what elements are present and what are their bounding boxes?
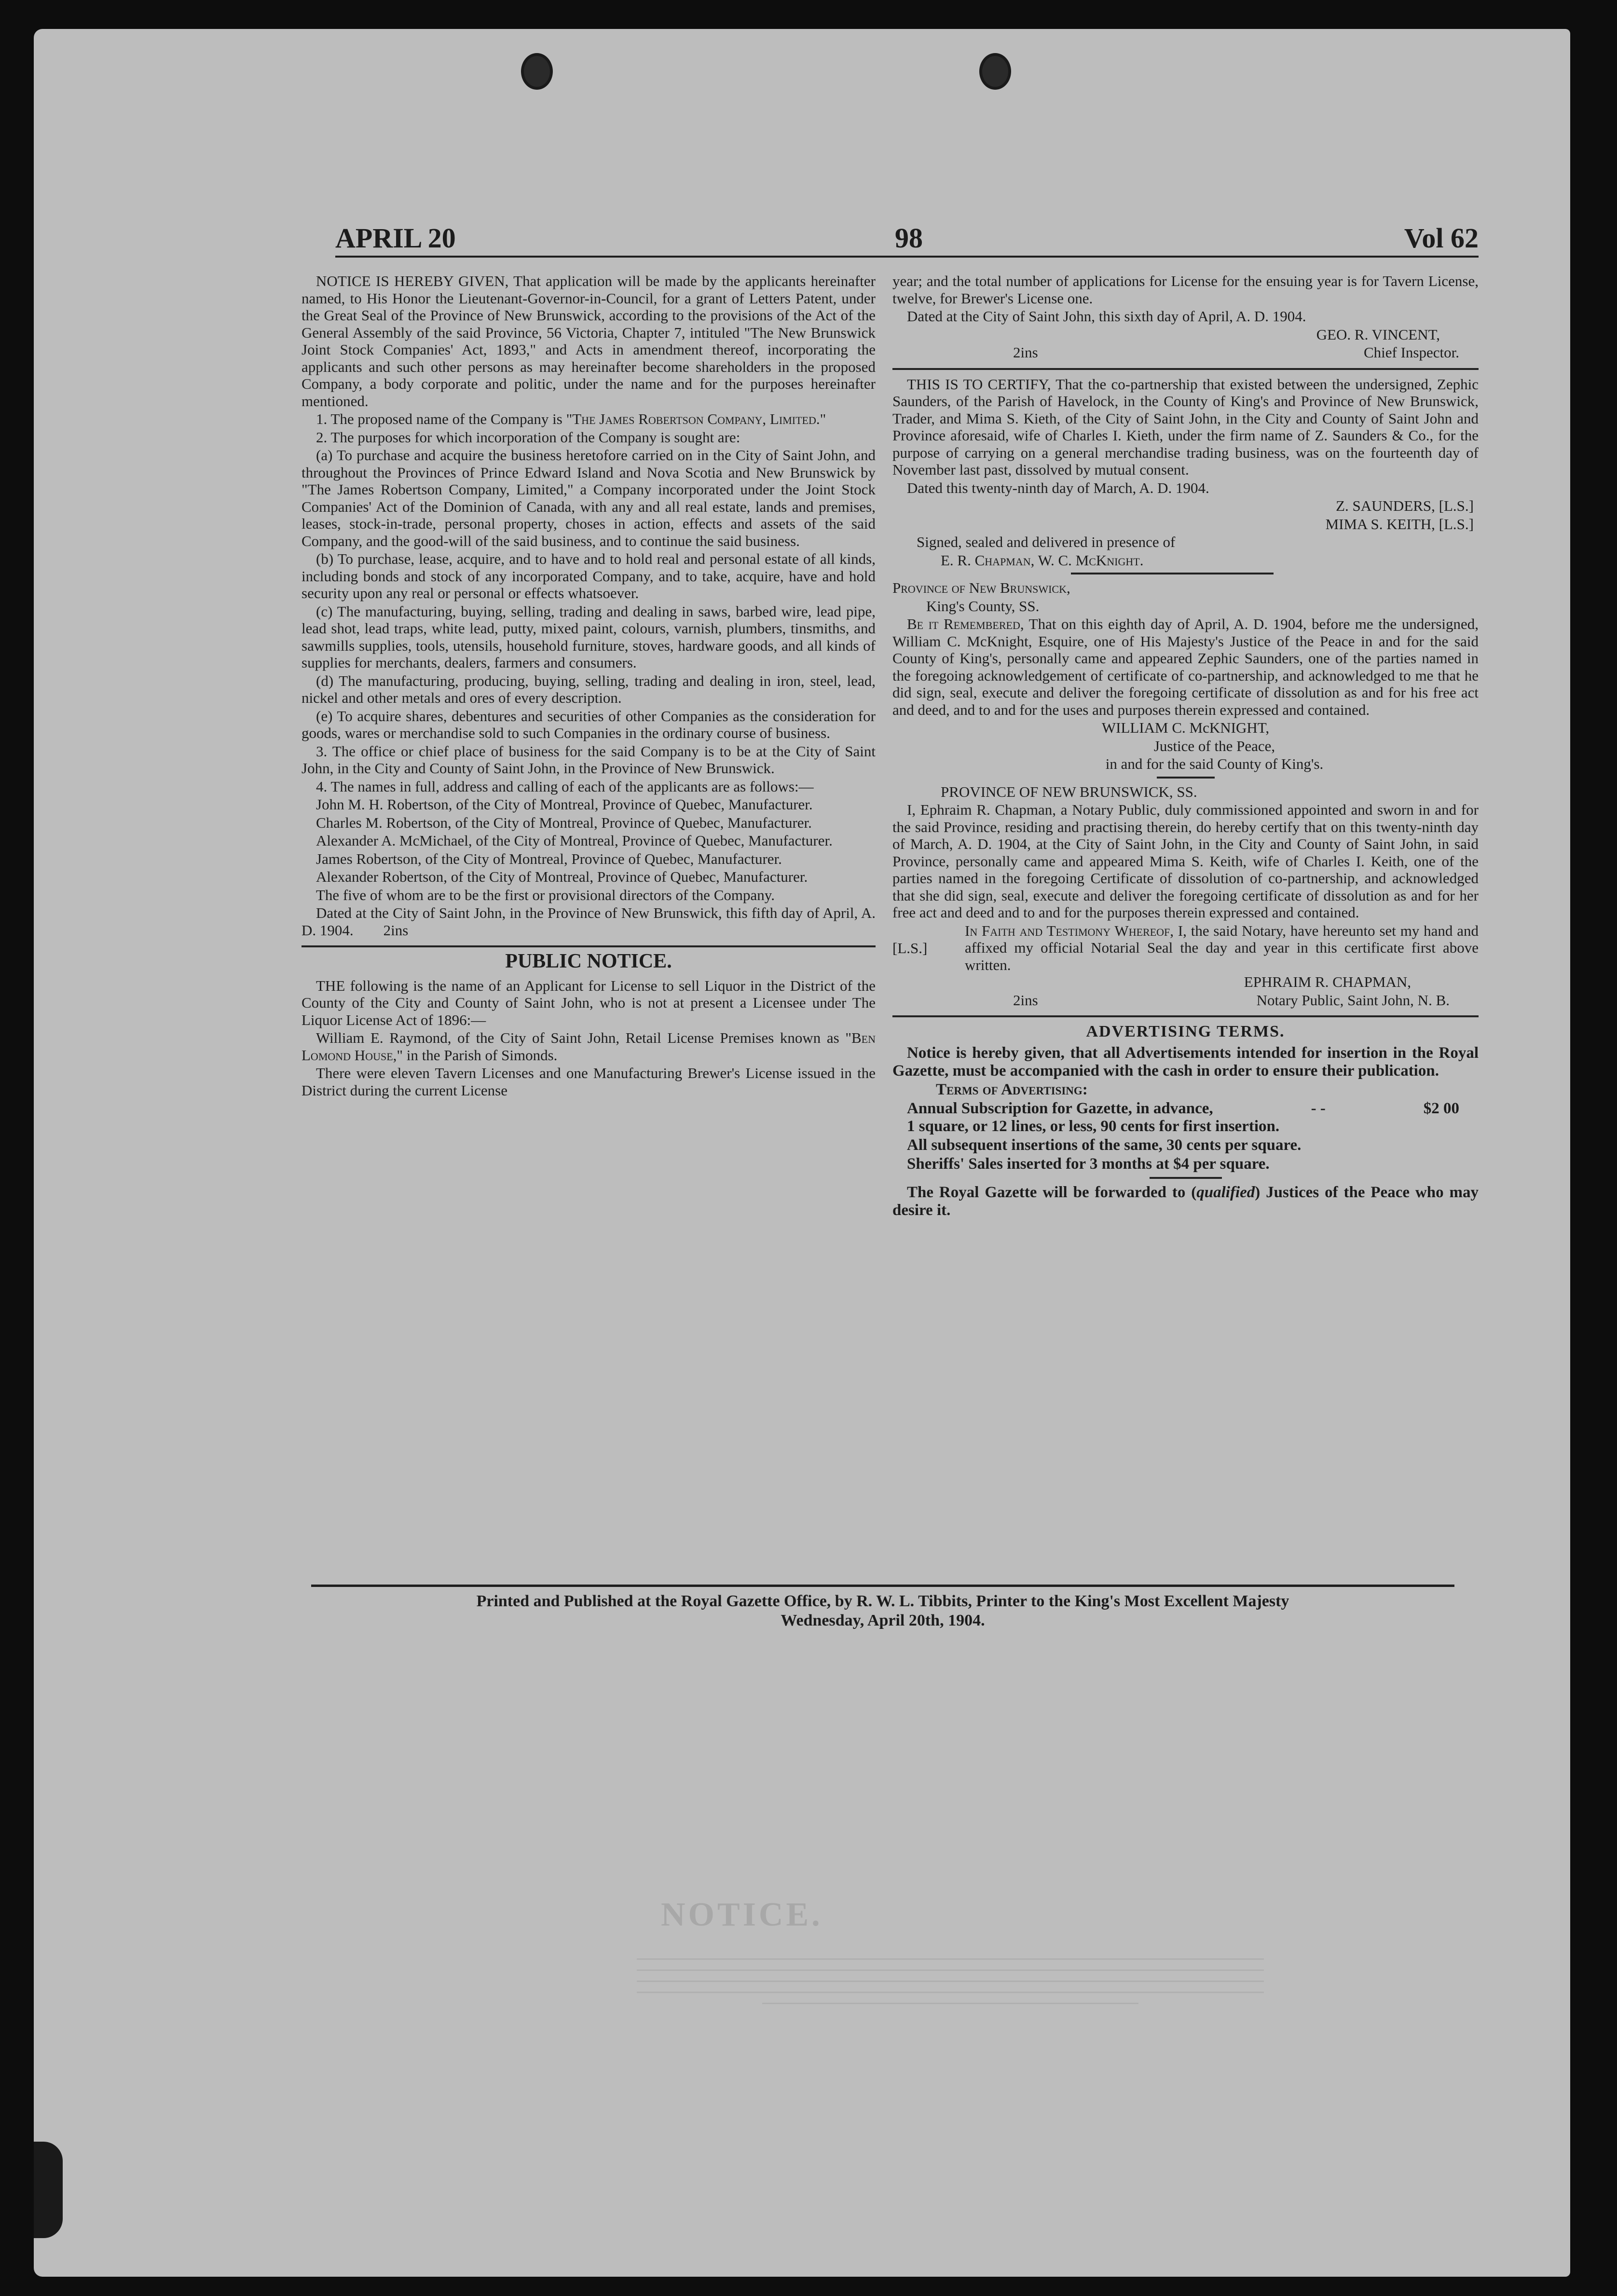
certificate-dated: Dated this twenty-ninth day of March, A. D. 1904. (907, 479, 1209, 496)
county-heading: King's County, SS. (926, 597, 1040, 615)
page-corner-shadow (34, 2142, 63, 2238)
notary-certificate: I, Ephraim R. Chapman, a Notary Public, duly commissioned appointed and sworn in and for the said Province, residing and practising therein, do hereby certify that on this twenty-ninth day of March, A. D. 1904, at the City of Saint John, in the City and County of Saint John, in said Province, personally came and appeared Mima S. Keith, wife of Charles I. Keith, one of the parties named in the foregoing Certificate of dissolution of co-partnership, and acknowledged that she did sign, seal, execute and deliver the foregoing certificate of dissolution as and for her free act and deed and to and for the purposes therein expressed and contained. (892, 801, 1479, 921)
applicant: Alexander A. McMichael, of the City of Montreal, Province of Quebec, Manufacturer. (316, 832, 833, 849)
faith-testimony-block (892, 922, 1479, 974)
left-column (301, 273, 876, 1100)
seal-mark: [L.S.] (892, 939, 928, 957)
license-count-text: There were eleven Tavern Licenses and one Manufacturing Brewer's License issued in the District during the current License (301, 1065, 876, 1099)
inspector-dated: Dated at the City of Saint John, this sixth day of April, A. D. 1904. (907, 308, 1306, 325)
witnesses: E. R. Chapman, W. C. McKnight. (941, 551, 1144, 569)
item-2: 2. The purposes for which incorporation of the Company is sought are: (316, 428, 740, 446)
notary-signature-row (892, 992, 1479, 1009)
item-2a: (a) To purchase and acquire the business heretofore carried on in the City of Saint John, and throughout the Provinces of Prince Edward Island and Nova Scotia and New Brunswick by "The James Robertson Company, Limited," a Company incorporated under the Joint Stock Companies' Act of the Dominion of Canada, with any and all real estate, lands and premises, leases, stock-in-trade, personal property, choses in action, effects and assets of the said Company, and the good-will of the said business, and to continue the said business. (301, 447, 876, 549)
partnership-certificate: THIS IS TO CERTIFY, That the co-partnership that existed between the undersigned, Zephic Saunders, of the Parish of Havelock, in the County of King's and Province of New Brunswick, Trader, and Mima S. Kieth, of the City of Saint John, in the City and County of Saint John and Province aforesaid, wife of Charles I. Kieth, under the firm name of Z. Saunders & Co., for the purpose of carrying on a general merchandise trading business, was on the fourteenth day of November last past, dissolved by mutual consent. (892, 375, 1479, 478)
applicant: Alexander Robertson, of the City of Montreal, Province of Quebec, Manufacturer. (316, 868, 808, 885)
header-page-number: 98 (895, 222, 923, 254)
imprint-footer (311, 1585, 1454, 1630)
notary-name: EPHRAIM R. CHAPMAN, (1244, 973, 1411, 990)
justice-title: Justice of the Peace, (1153, 737, 1275, 754)
divider (1157, 777, 1215, 779)
item-2e: (e) To acquire shares, debentures and securities of other Companies as the consideration for goods, wares or merchandise sold to such Companies in the ordinary course of business. (301, 707, 876, 741)
show-through-title: NOTICE. (661, 1896, 823, 1933)
header-volume: Vol 62 (1404, 222, 1479, 254)
show-through-lines (637, 1949, 1264, 2014)
terms-subscription: Annual Subscription for Gazette, in advance, - - $2 00 (907, 1099, 1459, 1117)
item-1: 1. The proposed name of the Company is "The James Robertson Company, Limited." (316, 410, 826, 427)
incorporation-notice: NOTICE IS HEREBY GIVEN, That application will be made by the applicants hereinafter named, to His Honor the Lieutenant-Governor-in-Council, for a grant of Letters Patent, under the Great Seal of the Province of New Brunswick, according to the provisions of the Act of the General Assembly of the said Province, 56 Victoria, Chapter 7, intituled "The New Brunswick Joint Stock Companies' Act, 1893," and Acts in amendment thereof, incorporating the applicants and such other persons as may hereinafter become shareholders in the proposed Company, a body corporate and politic, under the name and for the purposes hereinafter mentioned. (301, 273, 876, 410)
binding-hole-right (979, 53, 1011, 90)
applicant: John M. H. Robertson, of the City of Montreal, Province of Quebec, Manufacturer. (316, 796, 813, 813)
terms-first-insertion: 1 square, or 12 lines, or less, 90 cents for first insertion. (907, 1117, 1280, 1135)
terms-heading: Terms of Advertising: (936, 1080, 1088, 1098)
imprint-line: Printed and Published at the Royal Gazette Office, by R. W. L. Tibbits, Printer to the King's Most Excellent Majesty (476, 1592, 1289, 1610)
signature-keith: MIMA S. KEITH, [L.S.] (1325, 515, 1474, 533)
justice-name: WILLIAM C. McKNIGHT, (1101, 719, 1270, 736)
subscription-price: $2 00 (1423, 1099, 1459, 1117)
province-heading: Province of New Brunswick, (892, 579, 1070, 596)
footer-rule (311, 1585, 1454, 1587)
insertion-count: 2ins (1013, 344, 1038, 361)
page-header (335, 222, 1479, 258)
imprint-date: Wednesday, April 20th, 1904. (781, 1612, 985, 1629)
advertising-terms (892, 1044, 1479, 1219)
terms-sheriffs-sales: Sheriffs' Sales inserted for 3 months at $4 per square. (907, 1155, 1270, 1173)
advertising-terms-title: ADVERTISING TERMS. (1086, 1023, 1285, 1040)
license-count-continued: year; and the total number of applications for License for the ensuing year is for Tavern License, twelve, for Brewer's License one. (892, 273, 1479, 307)
inspector-signature-row (892, 344, 1479, 361)
insertion-count: 2ins (1013, 991, 1038, 1009)
forwarding-note: The Royal Gazette will be forwarded to (qualified) Justices of the Peace who may desire it. (892, 1183, 1479, 1219)
item-2b: (b) To purchase, lease, acquire, and to have and to hold real and personal estate of all kinds, including bonds and stock of any incorporated Company, and to take, acquire, have and hold security upon any real or personal or effects whatsoever. (301, 550, 876, 601)
divider (1071, 573, 1274, 574)
faith-testimony: In Faith and Testimony Whereof, I, the said Notary, have hereunto set my hand and affixed my official Notarial Seal the day and year in this certificate first above written. (965, 922, 1479, 973)
divider (892, 368, 1479, 370)
item-4: 4. The names in full, address and calling of each of the applicants are as follows:— (316, 778, 814, 795)
item-3: 3. The office or chief place of business for the said Company is to be at the City of Saint John, in the City and County of Saint John, in the Province of New Brunswick. (301, 742, 876, 777)
binding-hole-left (521, 53, 553, 90)
terms-subsequent: All subsequent insertions of the same, 30 cents per square. (907, 1136, 1302, 1154)
item-2c: (c) The manufacturing, buying, selling, trading and dealing in saws, barbed wire, lead pipe, lead shot, lead traps, white lead, putty, mixed paint, colours, varnish, plumbers, tinsmiths, and sawmills supplies, tools, utensils, household furniture, stoves, hardware goods, and all kinds of supplies for merchants, dealers, farmers and consumers. (301, 602, 876, 671)
page-sheet (34, 29, 1570, 2277)
incorporation-dated: Dated at the City of Saint John, in the Province of New Brunswick, this fifth day of April, A. D. 1904. 2ins (301, 904, 876, 939)
advertising-notice: Notice is hereby given, that all Advertisements intended for insertion in the Royal Gazette, must be accompanied with the cash in order to ensure their publication. (892, 1044, 1479, 1080)
applicant: James Robertson, of the City of Montreal, Province of Quebec, Manufacturer. (316, 850, 782, 867)
public-notice-title: PUBLIC NOTICE. (505, 950, 672, 972)
divider (301, 945, 876, 947)
item-2d: (d) The manufacturing, producing, buying, selling, trading and dealing in iron, steel, lead, nickel and other metals and ores of every description. (301, 672, 876, 706)
divider (892, 1015, 1479, 1017)
directors-note: The five of whom are to be the first or provisional directors of the Company. (316, 886, 775, 903)
right-column (892, 273, 1479, 1220)
justice-county: in and for the said County of King's. (1105, 755, 1324, 772)
inspector-title: Chief Inspector. (1363, 344, 1459, 361)
divider (1150, 1177, 1222, 1179)
header-date: APRIL 20 (335, 222, 456, 254)
insertion-count: 2ins (383, 921, 409, 939)
signature-saunders: Z. SAUNDERS, [L.S.] (1336, 497, 1474, 514)
applicant: Charles M. Robertson, of the City of Montreal, Province of Quebec, Manufacturer. (316, 814, 812, 831)
acknowledgement-text: Be it Remembered, That on this eighth day of April, A. D. 1904, before me the undersigned, William C. McKnight, Esquire, one of His Majesty's Justice of the Peace in and for the said County of King's, personally came and appeared Zephic Saunders, one of the parties named in the foregoing acknowledgement of certificate of co-partnership, and acknowledged to me that he did sign, seal, execute and deliver the foregoing certificate of dissolution as and for his free act and deed, and to and for the uses and purposes therein expressed and contained. (892, 615, 1479, 718)
applicant-entry: William E. Raymond, of the City of Saint John, Retail License Premises known as "Ben Lomond House," in the Parish of Simonds. (301, 1029, 876, 1064)
province-heading-2: PROVINCE OF NEW BRUNSWICK, SS. (941, 783, 1197, 800)
inspector-name: GEO. R. VINCENT, (1316, 326, 1440, 343)
notary-title: Notary Public, Saint John, N. B. (1256, 991, 1450, 1009)
public-notice-text: THE following is the name of an Applicant for License to sell Liquor in the District of the County of the City and County of Saint John, who is not at present a Licensee under The Liquor License Act of 1896:— (301, 977, 876, 1028)
signed-in-presence: Signed, sealed and delivered in presence of (917, 533, 1176, 550)
